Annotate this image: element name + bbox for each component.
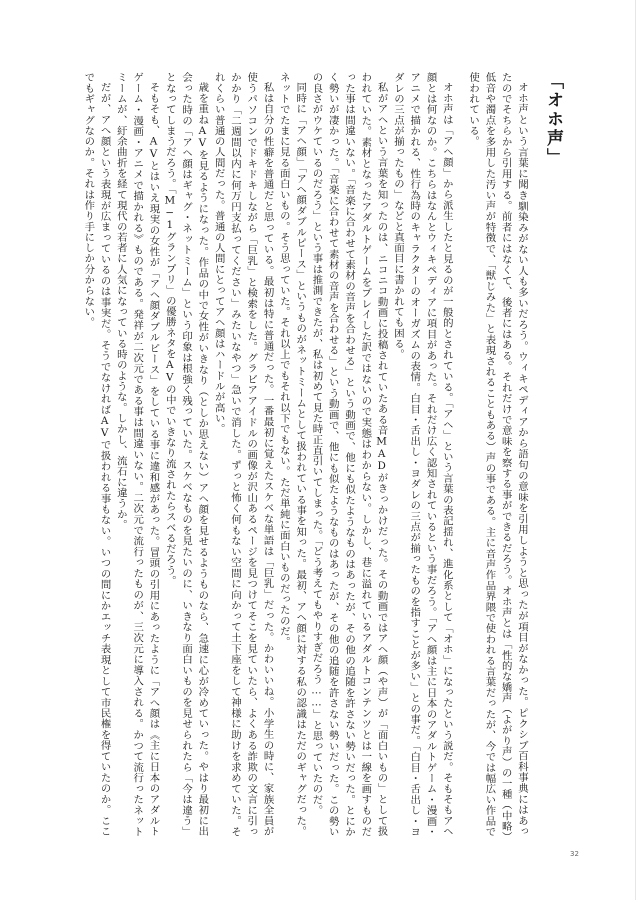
vertical-text-body <box>82 72 564 837</box>
paragraph: 私がアヘという言葉を知ったのは、ニコニコ動画に投稿されていたある音MADがきっかけだった。その動画ではアヘ顔（や声）が「面白いもの」として扱われていた。素材となったアダルトゲームをプレイした訳ではないので実態はわからない。しかし、巷に溢れているアダルトコンテンツとは一線を画すものだった事は間違いない。「音楽に合わせて素材の音声を合わせる」という動画で、他にも似たようなものはあったが、その他の追随を許さない勢いだった。とにかく勢いが凄かった。「音楽に合わせて素材の音声を合わせる」という動画で、他にも似たようなものはあったが、その他の追随を許さない勢いだった。この勢いの良さがウケているのだろう」という事は推測できたが、私は初めて見た時正直引いてしまった。「どう考えてもやりすぎだろう……」と思っていたのだ。 <box>310 72 388 837</box>
paragraph: だが、アへ顔という表現が広まっているのは事実だ。そうでなければAVで扱われる事もない。いつの間にかエッチ表現として市民権を得ていたのか。ここでもギャグなのか。それは作り手にしか分からない。 <box>82 72 111 837</box>
section-heading: 「オホ声」 <box>543 72 563 167</box>
paragraph: 歳を重ねAVを見るようになった。作品の中で女性がいきなり（としか思えない）アヘ顔を見せるようものなら、急速に心が冷めていった。やはり最初に出会った時の「アヘ顔はギャグ・ネットミーム」という印象は根強く残っていた。スケベなものを見たいのに、いきなり面白いものを見せられたら「今は違う」となってしまうだろう。「M−1グランプリ」の優勝ネタをAVの中でいきなり流されたらスベるだろう。 <box>163 72 209 837</box>
paragraph: 私は自分の性癖を普通だと思っている。最初は特に普通だった。一番最初に覚えたスケベな単語は「巨乳」だった。かわいいね。小学生の時に、家族全員が使うパソコンでドキドキしながら「巨乳」と検索をした。グラビアアイドルの画像が沢山あるページを見つけてそこを見ていたら、よくある詐欺の文言に引っかかり「二週間以内に何万円支払ってください」みたいなやつ」急いで消した。ずっと怖く何もない空間に向かって土下座をして神様に助けを求めていた。それくらい普通の人間だった。普通の人間にとってアヘ顔はハードルが高い。 <box>212 72 274 837</box>
paragraph: オホ声は「アヘ顔」から派生したと見るのが一般的とされている。「アヘ」という言葉の表記揺れ、進化系として「オホ」になったという説だ。そもそもアヘ顔とは何なのか。こちらはなんとウィキペディアに項目があった。それだけ広く認知されているという事だろう。「アヘ顔は主に日本のアダルトゲーム・漫画・アニメで描かれる、性行為時のキャラクターのオーガズムの表情。白目・舌出し・ヨダレの三点が揃ったものを指すことが多い」との事だ。「白目・舌出し・ヨダレの三点が揃ったもの」などと真面目に書かれても困る。 <box>391 72 453 837</box>
page-number: 32 <box>570 850 579 858</box>
paragraph: そもそも、AVとはいえ現実の女性が「アヘ顔ダブルピース」をしている事に違和感があった。冒頭の引用にあったように「アへ顔は《主に日本のアダルトゲーム・漫画・アニメで描かれる》ものである。発祥が二次元である事は間違いない。二次元で流行ったものが、三次元に導入される。かつて流行ったネットミームが、紆余曲折を経て現代の若者に人気になっている時のような。しかし、流石に違うか。 <box>114 72 160 837</box>
paragraph: 同時に「アヘ顔」「アヘ顔ダブルピース」というものがネットミームとして扱われている事を知った。最初、アヘ顔に対する私の認識はただのギャグだった。ネットでたまに見る面白いもの。そう思っていた。それ以上でもそれ以下でもない。ただ単純に面白いものだったのだ。 <box>277 72 307 837</box>
paragraph: オホ声という言葉に聞き馴染みがない人も多いだろう。ウィキペディアから語句の意味を引用しようと思ったが項目がなかった。ピクシブ百科事典にはあったのでそちらから引用する。前者にはなくて、後者にはある。それだけで意味を察する事ができるだろう。オホ声とは「性的な嬌声（よがり声）の一種（中略）低音や濁点を多用した汚い声が特徴で、「獣じみた」と表現されることもある）声の事である。主に音声作品界隈で使われる言葉だったが、今では幅広い作品で使われている。 <box>467 72 528 837</box>
